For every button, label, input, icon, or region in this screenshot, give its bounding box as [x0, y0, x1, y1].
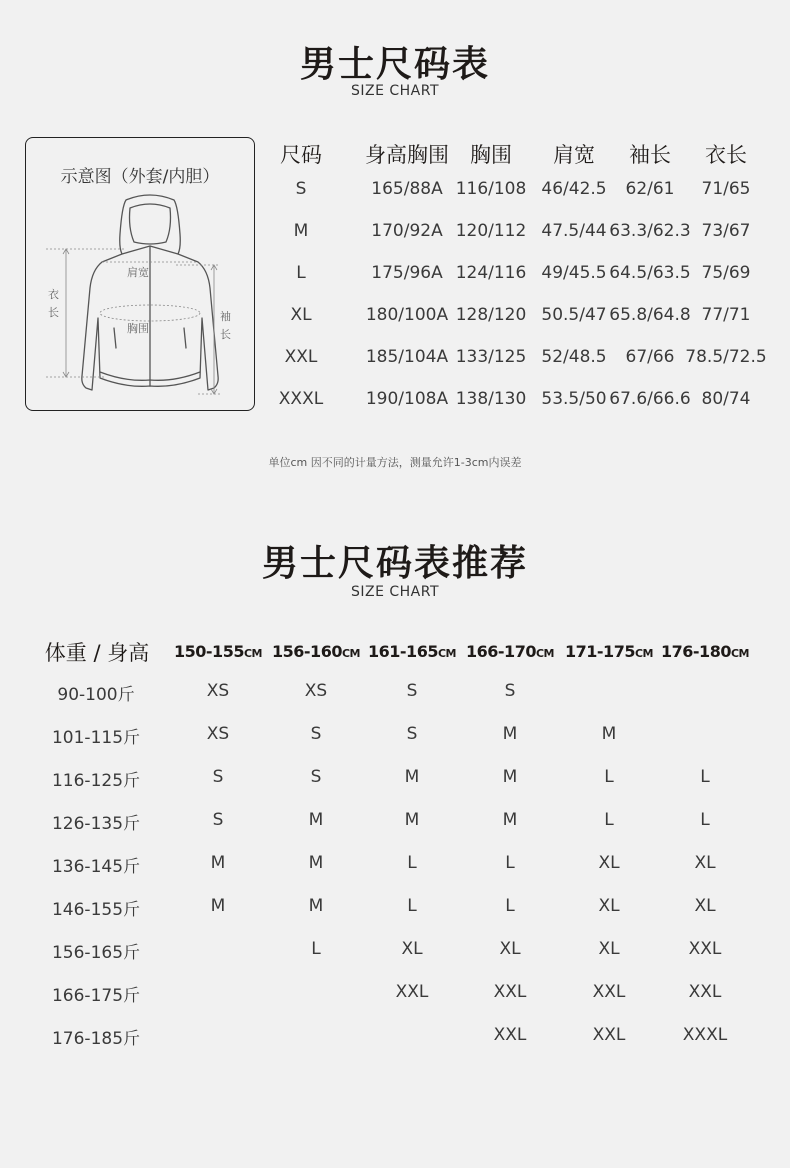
size-table-cell: XXL [284, 347, 318, 367]
rec-size-cell: XXL [688, 939, 722, 959]
sleeve-label-1: 袖 [220, 310, 231, 323]
rec-weight-label: 136-145斤 [51, 857, 141, 877]
rec-size-cell: M [210, 896, 226, 916]
jacket-diagram [25, 137, 255, 411]
rec-size-cell: L [700, 810, 710, 830]
rec-size-cell: XL [598, 939, 620, 959]
size-table-cell: 170/92A [371, 221, 443, 241]
size-table-header: 身高胸围 [365, 143, 449, 167]
rec-weight-label: 126-135斤 [51, 814, 141, 834]
rec-size-cell: S [212, 767, 224, 787]
rec-size-cell: XL [694, 896, 716, 916]
chest-label: 胸围 [127, 322, 149, 335]
size-chart-subtitle: SIZE CHART [350, 83, 440, 99]
size-table-cell: 185/104A [365, 347, 449, 367]
size-table-cell: 50.5/47 [541, 305, 607, 325]
size-table-cell: 165/88A [371, 179, 443, 199]
rec-size-cell: S [406, 724, 418, 744]
rec-size-cell: XL [499, 939, 521, 959]
size-table-cell: 67/66 [625, 347, 675, 367]
measurement-note: 单位cm 因不同的计量方法，测量允许1-3cm内误差 [268, 456, 522, 469]
rec-height-column-header [362, 642, 462, 661]
recommendation-title: 男士尺码表推荐 [261, 543, 528, 584]
size-table-header: 肩宽 [553, 143, 595, 167]
rec-height-range: 166-170 [466, 642, 536, 661]
rec-size-cell: M [601, 724, 617, 744]
rec-size-cell: XXL [395, 982, 429, 1002]
size-table-cell: 65.8/64.8 [609, 305, 691, 325]
rec-weight-label: 90-100斤 [57, 685, 135, 705]
rec-size-cell: S [310, 724, 322, 744]
rec-size-cell: XXL [592, 982, 626, 1002]
rec-size-cell: M [308, 896, 324, 916]
shoulder-label: 肩宽 [127, 266, 149, 279]
rec-height-column-header [266, 642, 366, 661]
size-table-cell: 49/45.5 [541, 263, 607, 283]
rec-size-cell: M [404, 767, 420, 787]
rec-height-column-header [460, 642, 560, 661]
rec-height-unit: CM [341, 647, 360, 660]
rec-height-range: 171-175 [565, 642, 635, 661]
size-table-header: 尺码 [280, 143, 322, 167]
size-table-cell: 75/69 [701, 263, 751, 283]
rec-size-cell: L [700, 767, 710, 787]
size-table-cell: 64.5/63.5 [609, 263, 691, 283]
size-table-cell: 80/74 [701, 389, 751, 409]
recommendation-subtitle: SIZE CHART [350, 584, 440, 600]
rec-height-column-header [559, 642, 659, 661]
rec-weight-label: 156-165斤 [51, 943, 141, 963]
rec-size-cell: L [604, 810, 614, 830]
size-table-cell: 77/71 [701, 305, 751, 325]
rec-size-cell: S [504, 681, 516, 701]
rec-size-cell: L [407, 896, 417, 916]
rec-size-cell: XL [598, 896, 620, 916]
size-table-cell: S [295, 179, 307, 199]
rec-size-cell: XS [206, 681, 230, 701]
size-table-cell: 63.3/62.3 [609, 221, 691, 241]
rec-height-range: 176-180 [661, 642, 731, 661]
size-table-header: 袖长 [629, 143, 671, 167]
rec-height-unit: CM [535, 647, 554, 660]
rec-size-cell: XXL [493, 1025, 527, 1045]
rec-size-cell: S [212, 810, 224, 830]
size-table-cell: 175/96A [371, 263, 443, 283]
rec-weight-label: 176-185斤 [51, 1029, 141, 1049]
rec-size-cell: M [404, 810, 420, 830]
size-table-cell: 78.5/72.5 [685, 347, 767, 367]
rec-size-cell: M [308, 853, 324, 873]
rec-height-range: 156-160 [272, 642, 342, 661]
rec-size-cell: L [505, 853, 515, 873]
size-table-cell: 73/67 [701, 221, 751, 241]
rec-size-cell: XS [304, 681, 328, 701]
length-label-1: 衣 [48, 288, 59, 301]
size-table-cell: 128/120 [455, 305, 527, 325]
rec-size-cell: L [604, 767, 614, 787]
size-table-cell: 67.6/66.6 [609, 389, 691, 409]
rec-size-cell: XL [401, 939, 423, 959]
rec-size-cell: XL [694, 853, 716, 873]
rec-height-range: 161-165 [368, 642, 438, 661]
rec-size-cell: M [502, 724, 518, 744]
rec-size-cell: XXXL [682, 1025, 728, 1045]
rec-height-column-header [168, 642, 268, 661]
size-table-cell: 52/48.5 [541, 347, 607, 367]
size-table-header: 衣长 [705, 143, 747, 167]
rec-size-cell: XL [598, 853, 620, 873]
rec-corner-header: 体重 / 身高 [44, 641, 150, 665]
rec-size-cell: M [308, 810, 324, 830]
rec-size-cell: L [505, 896, 515, 916]
size-table-cell: 180/100A [365, 305, 449, 325]
size-table-cell: 133/125 [455, 347, 527, 367]
size-table-cell: 120/112 [455, 221, 527, 241]
size-table-cell: XL [290, 305, 312, 325]
rec-size-cell: M [502, 767, 518, 787]
rec-height-unit: CM [730, 647, 749, 660]
size-table-header: 胸围 [470, 143, 512, 167]
rec-size-cell: S [310, 767, 322, 787]
rec-height-unit: CM [243, 647, 262, 660]
size-table-cell: M [293, 221, 309, 241]
size-table-cell: 116/108 [455, 179, 527, 199]
size-table-cell: 138/130 [455, 389, 527, 409]
rec-height-unit: CM [437, 647, 456, 660]
size-table-cell: 46/42.5 [541, 179, 607, 199]
size-table-cell: L [296, 263, 306, 283]
rec-size-cell: L [407, 853, 417, 873]
size-table-cell: 124/116 [455, 263, 527, 283]
rec-height-range: 150-155 [174, 642, 244, 661]
rec-size-cell: M [210, 853, 226, 873]
rec-weight-label: 101-115斤 [51, 728, 141, 748]
length-label-2: 长 [48, 305, 59, 319]
size-table-cell: 62/61 [625, 179, 675, 199]
rec-size-cell: XS [206, 724, 230, 744]
rec-size-cell: XXL [592, 1025, 626, 1045]
size-chart-title: 男士尺码表 [299, 44, 490, 85]
size-table-cell: XXXL [278, 389, 324, 409]
sleeve-label-2: 长 [220, 327, 231, 341]
rec-weight-label: 116-125斤 [51, 771, 141, 791]
rec-size-cell: M [502, 810, 518, 830]
rec-weight-label: 166-175斤 [51, 986, 141, 1006]
size-table-cell: 47.5/44 [541, 221, 607, 241]
rec-size-cell: L [311, 939, 321, 959]
rec-size-cell: S [406, 681, 418, 701]
size-table-cell: 53.5/50 [541, 389, 607, 409]
rec-height-unit: CM [634, 647, 653, 660]
size-table-cell: 71/65 [701, 179, 751, 199]
diagram-caption: 示意图（外套/内胆） [60, 167, 220, 187]
rec-weight-label: 146-155斤 [51, 900, 141, 920]
rec-size-cell: XXL [688, 982, 722, 1002]
rec-height-column-header [655, 642, 755, 661]
size-table-cell: 190/108A [365, 389, 449, 409]
rec-size-cell: XXL [493, 982, 527, 1002]
